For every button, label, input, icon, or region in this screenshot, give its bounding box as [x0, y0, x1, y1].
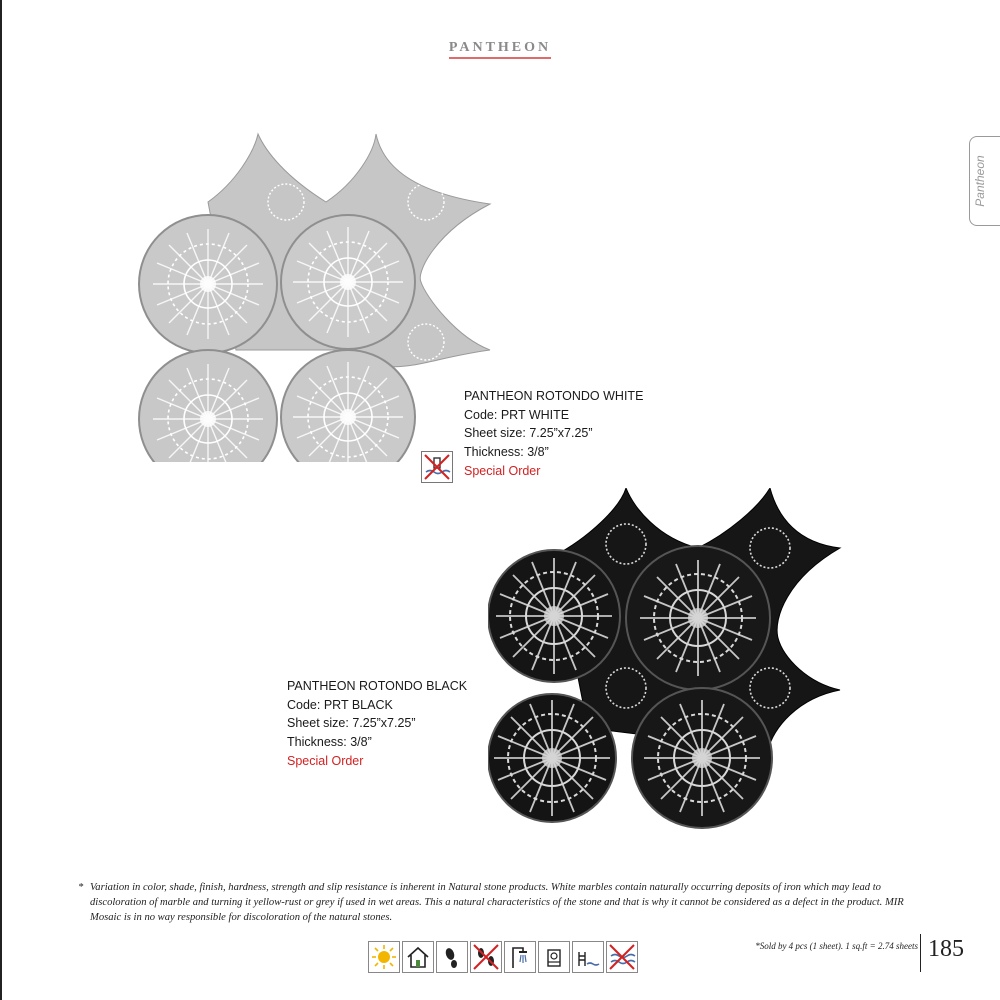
product-name: PANTHEON ROTONDO BLACK — [287, 679, 468, 693]
disclaimer-note — [78, 880, 928, 925]
footnote-text: Variation in color, shade, finish, hardness, strength and slip resistance is inherent in Natural stone products. White marbles contain naturally occurring deposits of iron which may lead to discoloration of marble and turning it yellow-rust or grey if used in wet areas. This a natural characteristics of the stone and that is why it cannot be considered as a defect in the product. MIR Mosaic is in no way responsible for discoloration of the natural stones. — [90, 882, 904, 923]
no-wet-area-icon — [421, 451, 453, 483]
page-title: PANTHEON — [0, 40, 1000, 56]
shower-icon — [504, 941, 536, 973]
sun-icon — [368, 941, 400, 973]
page-number-divider — [920, 934, 921, 972]
section-tab[interactable] — [969, 136, 1000, 226]
crossed-footprints-icon — [470, 941, 502, 973]
sold-by-note: *Sold by 4 pcs (1 sheet). 1 sq.ft = 2.74 sheets — [755, 941, 918, 951]
product-code: Code: PRT WHITE — [464, 407, 570, 422]
left-margin-rule — [0, 0, 2, 1000]
product-thickness: Thickness: 3/8” — [464, 445, 549, 460]
product-name: PANTHEON ROTONDO WHITE — [464, 389, 644, 403]
white-tile-image — [136, 132, 494, 462]
product-info-white — [464, 387, 643, 481]
bathroom-icon — [538, 941, 570, 973]
product-code: Code: PRT BLACK — [287, 697, 393, 712]
product-thickness: Thickness: 3/8” — [287, 735, 372, 750]
pool-stairs-icon — [572, 941, 604, 973]
page-number: 185 — [928, 936, 964, 962]
footprint-icon — [436, 941, 468, 973]
section-tab-label: Pantheon — [973, 155, 987, 207]
crossed-water-icon — [606, 941, 638, 973]
black-tile-image — [488, 488, 842, 830]
product-info-black — [287, 677, 467, 771]
usage-icon-row — [368, 941, 638, 973]
house-icon — [402, 941, 434, 973]
footnote-marker: * — [78, 882, 84, 893]
special-order-label: Special Order — [287, 753, 364, 768]
product-sheet-size: Sheet size: 7.25”x7.25” — [464, 426, 593, 441]
product-sheet-size: Sheet size: 7.25”x7.25” — [287, 716, 416, 731]
special-order-label: Special Order — [464, 463, 541, 478]
